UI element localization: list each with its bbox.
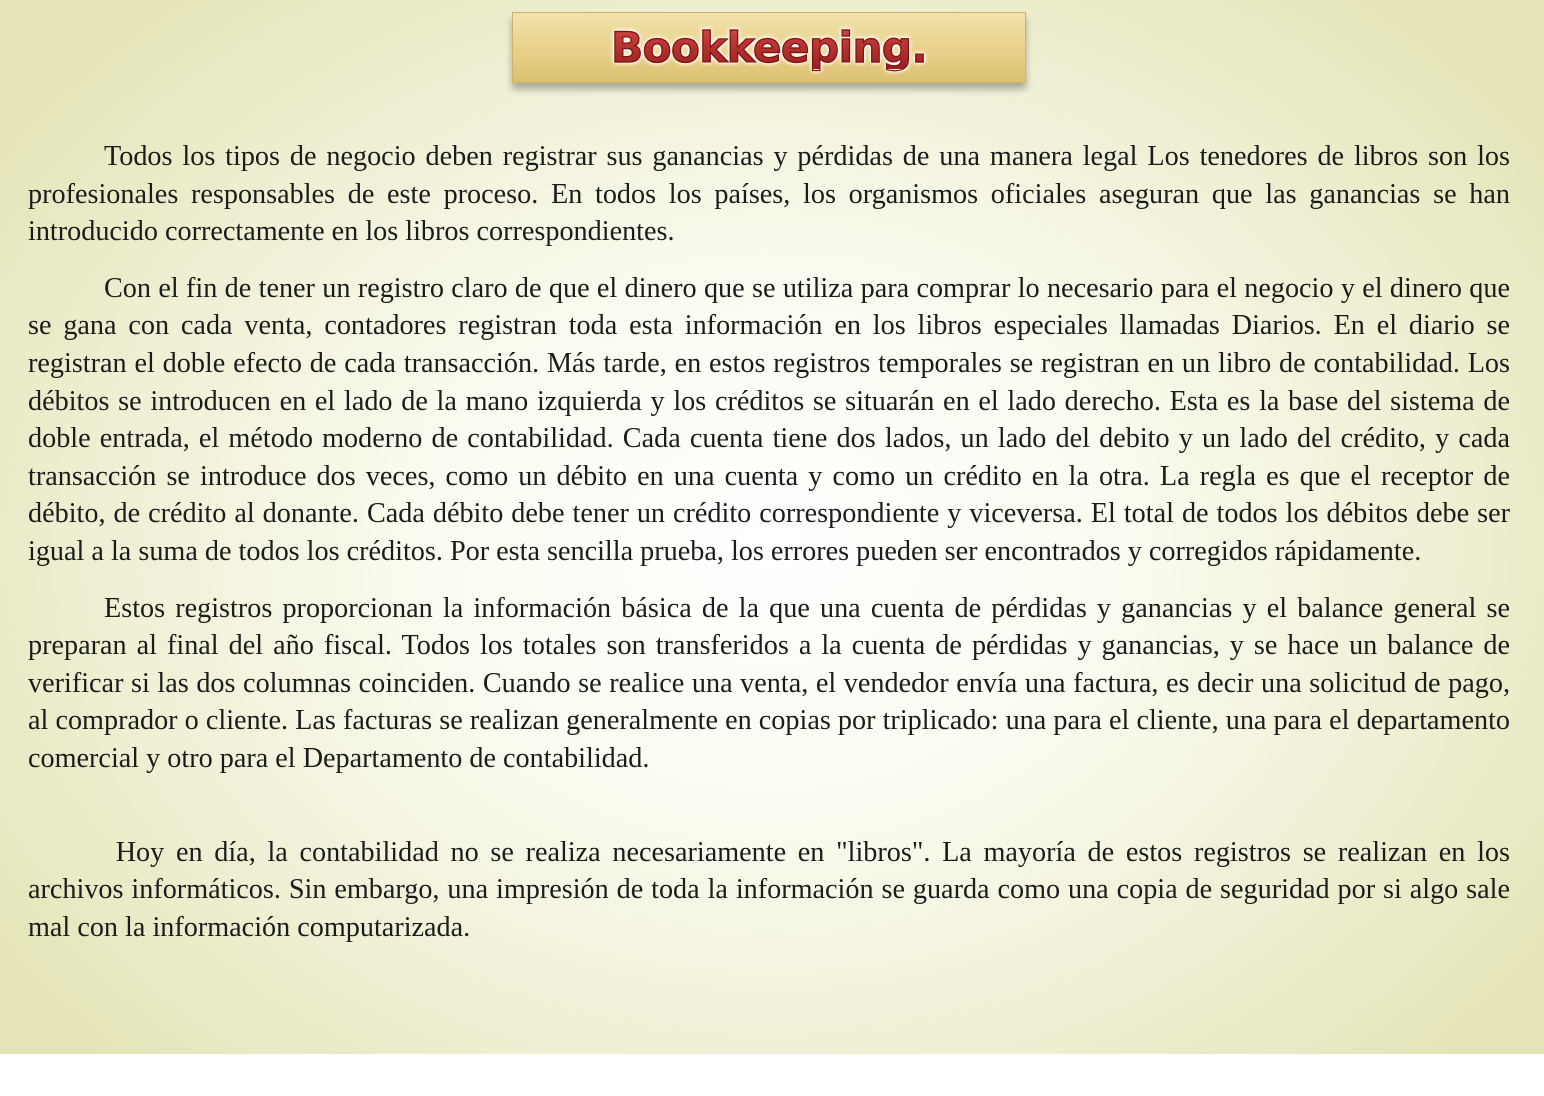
title-banner bbox=[512, 12, 1026, 83]
paragraph-3: Estos registros proporcionan la información básica de la que una cuenta de pérdidas y ganancias y el balance general se preparan al final del año fiscal. Todos los totales son transferidos a la cuenta de pérdidas y ganancias, y se hace un balance de verificar si las dos columnas coinciden. Cuando se realice una venta, el vendedor envía una factura, es decir una solicitud de pago, al comprador o cliente. Las facturas se realizan generalmente en copias por triplicado: una para el cliente, una para el departamento comercial y otro para el Departamento de contabilidad. bbox=[28, 592, 1510, 774]
paragraph-4: Hoy en día, la contabilidad no se realiza necesariamente en "libros". La mayoría de estos registros se realizan en los archivos informáticos. Sin embargo, una impresión de toda la información se guarda como una copia de seguridad por si algo sale mal con la información computarizada. bbox=[28, 836, 1518, 943]
body-text bbox=[28, 138, 1518, 946]
paragraph-2: Con el fin de tener un registro claro de que el dinero que se utiliza para comprar lo necesario para el negocio y el dinero que se gana con cada venta, contadores registran toda esta información en los libros especiales llamadas Diarios. En el diario se registran el doble efecto de cada transacción. Más tarde, en estos registros temporales se registran en un libro de contabilidad. Los débitos se introducen en el lado de la mano izquierda y los créditos se situarán en el lado derecho. Esta es la base del sistema de doble entrada, el método moderno de contabilidad. Cada cuenta tiene dos lados, un lado del debito y un lado del crédito, y cada transacción se introduce dos veces, como un débito en una cuenta y como un crédito en la otra. La regla es que el receptor de débito, de crédito al donante. Cada débito debe tener un crédito correspondiente y viceversa. El total de todos los débitos debe ser igual a la suma de todos los créditos. Por esta sencilla prueba, los errores pueden ser encontrados y corregidos rápidamente. bbox=[28, 272, 1510, 567]
paragraph-1: Todos los tipos de negocio deben registrar sus ganancias y pérdidas de una manera legal Los tenedores de libros son los profesionales responsables de este proceso. En todos los países, los organismos oficiales aseguran que las ganancias se han introducido correctamente en los libros correspondientes. bbox=[28, 141, 1510, 248]
page-title: Bookkeeping. bbox=[611, 22, 927, 72]
